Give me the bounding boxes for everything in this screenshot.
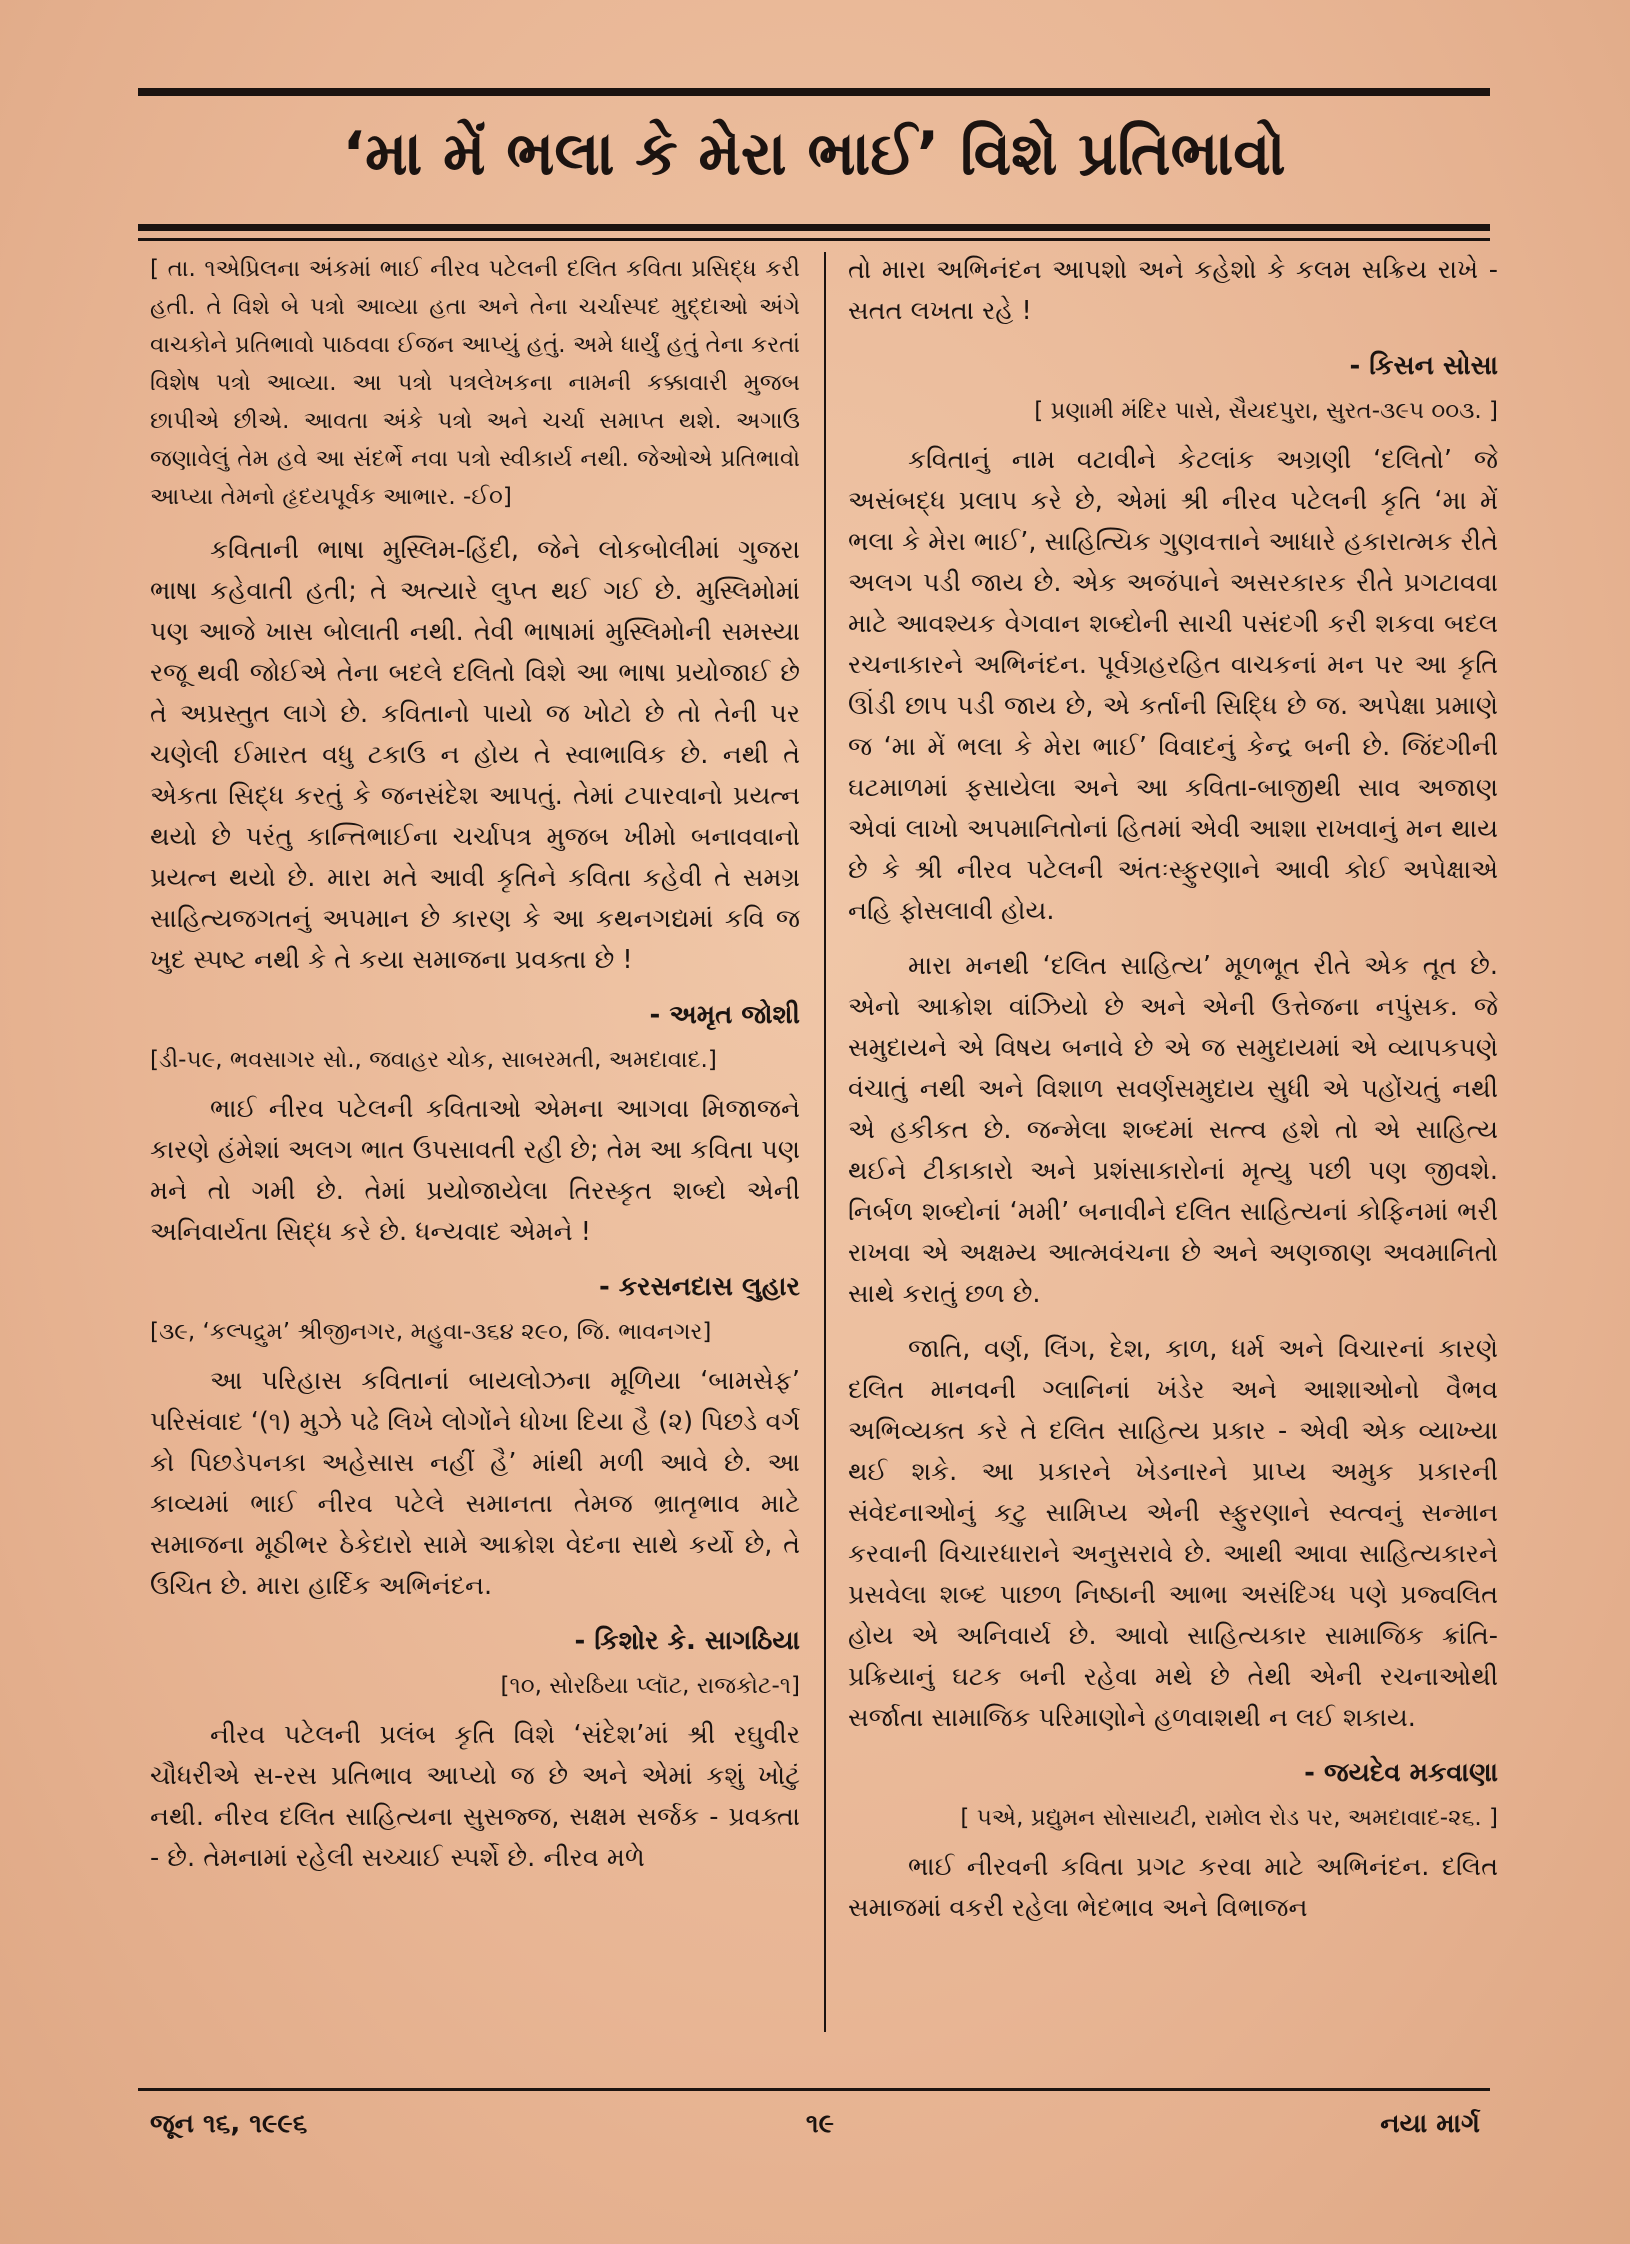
letter-4-continued: તો મારા અભિનંદન આપશો અને કહેશો કે કલમ સક્રિય રાખે - સતત લખતા રહે ! xyxy=(848,255,1498,326)
letter-1-signature: - અમૃત જોશી xyxy=(649,1000,800,1030)
magazine-name: નયા માર્ગ xyxy=(1380,2109,1480,2139)
letter-2-address: [૩૯, ‘કલ્પદ્રુમ’ શ્રીજીનગર, મહુવા-૩૬૪ ૨૯૦, જિ. ભાવનગર] xyxy=(150,1319,712,1345)
letter-5-signature: - જયદેવ મકવાણા xyxy=(1304,1758,1498,1788)
letter-3-address: [૧૦, સોરઠિયા પ્લૉટ, રાજકોટ-૧] xyxy=(500,1673,800,1699)
title-rule-thin xyxy=(138,238,1490,241)
letter-5-paragraph-2: મારા મનથી ‘દલિત સાહિત્ય’ મૂળભૂત રીતે એક તૂત છે. એનો આક્રોશ વાંઝિયો છે અને એની ઉત્તેજના નપુંસક. જે સમુદાયને એ વિષય બનાવે છે એ જ સમુદાયમાં એ વ્યાપકપણે વંચાતું નથી અને વિશાળ સવર્ણસમુદાય સુધી એ પહોંચતું નથી એ હકીકત છે. જન્મેલા શબ્દમાં સત્ત્વ હશે તો એ સાહિત્ય થઈને ટીકાકારો અને પ્રશંસાકારોનાં મૃત્યુ પછી પણ જીવશે. નિર્બળ શબ્દોનાં ‘મમી’ બનાવીને દલિત સાહિત્યનાં કોફિનમાં ભરી રાખવા એ અક્ષમ્ય આત્મવંચના છે અને અણજાણ અવમાનિતો સાથે કરાતું છળ છે. xyxy=(848,951,1498,1309)
letter-1-address: [ડી-૫૯, ભવસાગર સો., જવાહર ચોક, સાબરમતી, અમદાવાદ.] xyxy=(150,1047,717,1073)
footer-rule xyxy=(138,2088,1490,2091)
editor-note: [ તા. ૧એપ્રિલના અંકમાં ભાઈ નીરવ પટેલની દલિત કવિતા પ્રસિદ્ધ કરી હતી. તે વિશે બે પત્રો આવ્યા હતા અને તેના ચર્ચાસ્પદ મુદ્દાઓ અંગે વાચકોને પ્રતિભાવો પાઠવવા ઈજન આપ્યું હતું. અમે ધાર્યું હતું તેના કરતાં વિશેષ પત્રો આવ્યા. આ પત્રો પત્રલેખકના નામની કક્કાવારી મુજબ છાપીએ છીએ. આવતા અંકે પત્રો અને ચર્ચા સમાપ્ત થશે. અગાઉ જણાવેલું તેમ હવે આ સંદર્ભે નવા પત્રો સ્વીકાર્ય નથી. જેઓએ પ્રતિભાવો આપ્યા તેમનો હૃદયપૂર્વક આભાર. -ઈ૦] xyxy=(150,256,800,510)
letter-5-paragraph-1: કવિતાનું નામ વટાવીને કેટલાંક અગ્રણી ‘દલિતો’ જે અસંબદ્ધ પ્રલાપ કરે છે, એમાં શ્રી નીરવ પટેલની કૃતિ ‘મા મેં ભલા કે મેરા ભાઈ’, સાહિત્યિક ગુણવત્તાને આધારે હકારાત્મક રીતે અલગ પડી જાય છે. એક અજંપાને અસરકારક રીતે પ્રગટાવવા માટે આવશ્યક વેગવાન શબ્દોની સાચી પસંદગી કરી શકવા બદલ રચનાકારને અભિનંદન. પૂર્વગ્રહરહિત વાચકનાં મન પર આ કૃતિ ઊંડી છાપ પડી જાય છે, એ કર્તાની સિદ્ધિ છે જ. અપેક્ષા પ્રમાણે જ ‘મા મેં ભલા કે મેરા ભાઈ’ વિવાદનું કેન્દ્ર બની છે. જિંદગીની ઘટમાળમાં ફસાયેલા અને આ કવિતા-બાજીથી સાવ અજાણ એવાં લાખો અપમાનિતોનાં હિતમાં એવી આશા રાખવાનું મન થાય છે કે શ્રી નીરવ પટેલની અંતઃસ્ફુરણાને આવી કોઈ અપેક્ષાએ નહિ ફોસલાવી હોય. xyxy=(848,445,1498,926)
title-rule-thick xyxy=(138,224,1490,231)
top-rule xyxy=(138,88,1490,96)
page-title: ‘મા મેં ભલા કે મેરા ભાઈ’ વિશે પ્રતિભાવો xyxy=(342,119,1286,189)
letter-1-text: કવિતાની ભાષા મુસ્લિમ-હિંદી, જેને લોકબોલીમાં ગુજરા ભાષા કહેવાતી હતી; તે અત્યારે લુપ્ત થઈ ગઈ છે. મુસ્લિમોમાં પણ આજે ખાસ બોલાતી નથી. તેવી ભાષામાં મુસ્લિમોની સમસ્યા રજૂ થવી જોઈએ તેના બદલે દલિતો વિશે આ ભાષા પ્રયોજાઈ છે તે અપ્રસ્તુત લાગે છે. કવિતાનો પાયો જ ખોટો છે તો તેની પર ચણેલી ઈમારત વધુ ટકાઉ ન હોય તે સ્વાભાવિક છે. નથી તે એકતા સિદ્ધ કરતું કે જનસંદેશ આપતું. તેમાં ટપારવાનો પ્રયત્ન થયો છે પરંતુ કાન્તિભાઈના ચર્ચાપત્ર મુજબ ખીમો બનાવવાનો પ્રયત્ન થયો છે. મારા મતે આવી કૃતિને કવિતા કહેવી તે સમગ્ર સાહિત્યજગતનું અપમાન છે કારણ કે આ કથનગદ્યમાં કવિ જ ખુદ સ્પષ્ટ નથી કે તે કયા સમાજના પ્રવક્તા છે ! xyxy=(150,535,800,975)
letter-6-text: ભાઈ નીરવની કવિતા પ્રગટ કરવા માટે અભિનંદન. દલિત સમાજમાં વકરી રહેલા ભેદભાવ અને વિભાજન xyxy=(848,1852,1498,1923)
letter-5-paragraph-3: જાતિ, વર્ણ, લિંગ, દેશ, કાળ, ધર્મ અને વિચારનાં કારણે દલિત માનવની ગ્લાનિનાં ખંડેર અને આશાઓનો વૈભવ અભિવ્યક્ત કરે તે દલિત સાહિત્ય પ્રકાર - એવી એક વ્યાખ્યા થઈ શકે. આ પ્રકારને ખેડનારને પ્રાપ્ય અમુક પ્રકારની સંવેદનાઓનું કટુ સામિપ્ય એની સ્ફુરણાને સ્વત્વનું સન્માન કરવાની વિચારધારાને અનુસરાવે છે. આથી આવા સાહિત્યકારને પ્રસવેલા શબ્દ પાછળ નિષ્ઠાની આભા અસંદિગ્ધ પણે પ્રજ્વલિત હોય એ અનિવાર્ય છે. આવો સાહિત્યકાર સામાજિક ક્રાંતિ-પ્રક્રિયાનું ઘટક બની રહેવા મથે છે તેથી એની રચનાઓથી સર્જાતા સામાજિક પરિમાણોને હળવાશથી ન લઈ શકાય. xyxy=(848,1334,1498,1733)
page-number: ૧૯ xyxy=(805,2109,835,2139)
right-column xyxy=(848,250,1498,2040)
letter-3-signature: - કિશોર કે. સાગઠિયા xyxy=(574,1626,800,1656)
letter-4-signature: - કિસન સોસા xyxy=(1349,351,1498,381)
letter-5-address: [ ૫એ, પ્રદ્યુમન સોસાયટી, રામોલ રોડ પર, અમદાવાદ-૨૬. ] xyxy=(960,1805,1498,1831)
letter-4-text: નીરવ પટેલની પ્રલંબ કૃતિ વિશે ‘સંદેશ’માં શ્રી રઘુવીર ચૌધરીએ સ-રસ પ્રતિભાવ આપ્યો જ છે અને એમાં કશું ખોટું નથી. નીરવ દલિત સાહિત્યના સુસજ્જ, સક્ષમ સર્જક - પ્રવક્તા - છે. તેમનામાં રહેલી સચ્ચાઈ સ્પર્શે છે. નીરવ મળે xyxy=(150,1720,800,1873)
letter-2-text: ભાઈ નીરવ પટેલની કવિતાઓ એમના આગવા મિજાજને કારણે હંમેશાં અલગ ભાત ઉપસાવતી રહી છે; તેમ આ કવિતા પણ મને તો ગમી છે. તેમાં પ્રયોજાયેલા તિરસ્કૃત શબ્દો એની અનિવાર્યતા સિદ્ધ કરે છે. ધન્યવાદ એમને ! xyxy=(150,1094,800,1247)
column-divider xyxy=(824,252,826,2032)
letter-3-text: આ પરિહાસ કવિતાનાં બાયલોઝના મૂળિયા ‘બામસેફ’ પરિસંવાદ ‘(૧) મુઝે પઢે લિખે લોગોંને ધોખા દિયા હૈ (૨) પિછડે વર્ગ કો પિછડેપનકા અહેસાસ નહીં હૈ’ માંથી મળી આવે છે. આ કાવ્યમાં ભાઈ નીરવ પટેલે સમાનતા તેમજ ભ્રાતૃભાવ માટે સમાજના મૂઠીભર ઠેકેદારો સામે આક્રોશ વેદના સાથે કર્યો છે, તે ઉચિત છે. મારા હાર્દિક અભિનંદન. xyxy=(150,1366,800,1601)
letter-4-address: [ પ્રણામી મંદિર પાસે, સૈયદપુરા, સુરત-૩૯૫ ૦૦૩. ] xyxy=(1034,398,1498,424)
left-column xyxy=(150,250,800,2040)
letter-2-signature: - કરસનદાસ લુહાર xyxy=(598,1272,800,1302)
issue-date: જૂન ૧૬, ૧૯૯૬ xyxy=(150,2109,308,2139)
